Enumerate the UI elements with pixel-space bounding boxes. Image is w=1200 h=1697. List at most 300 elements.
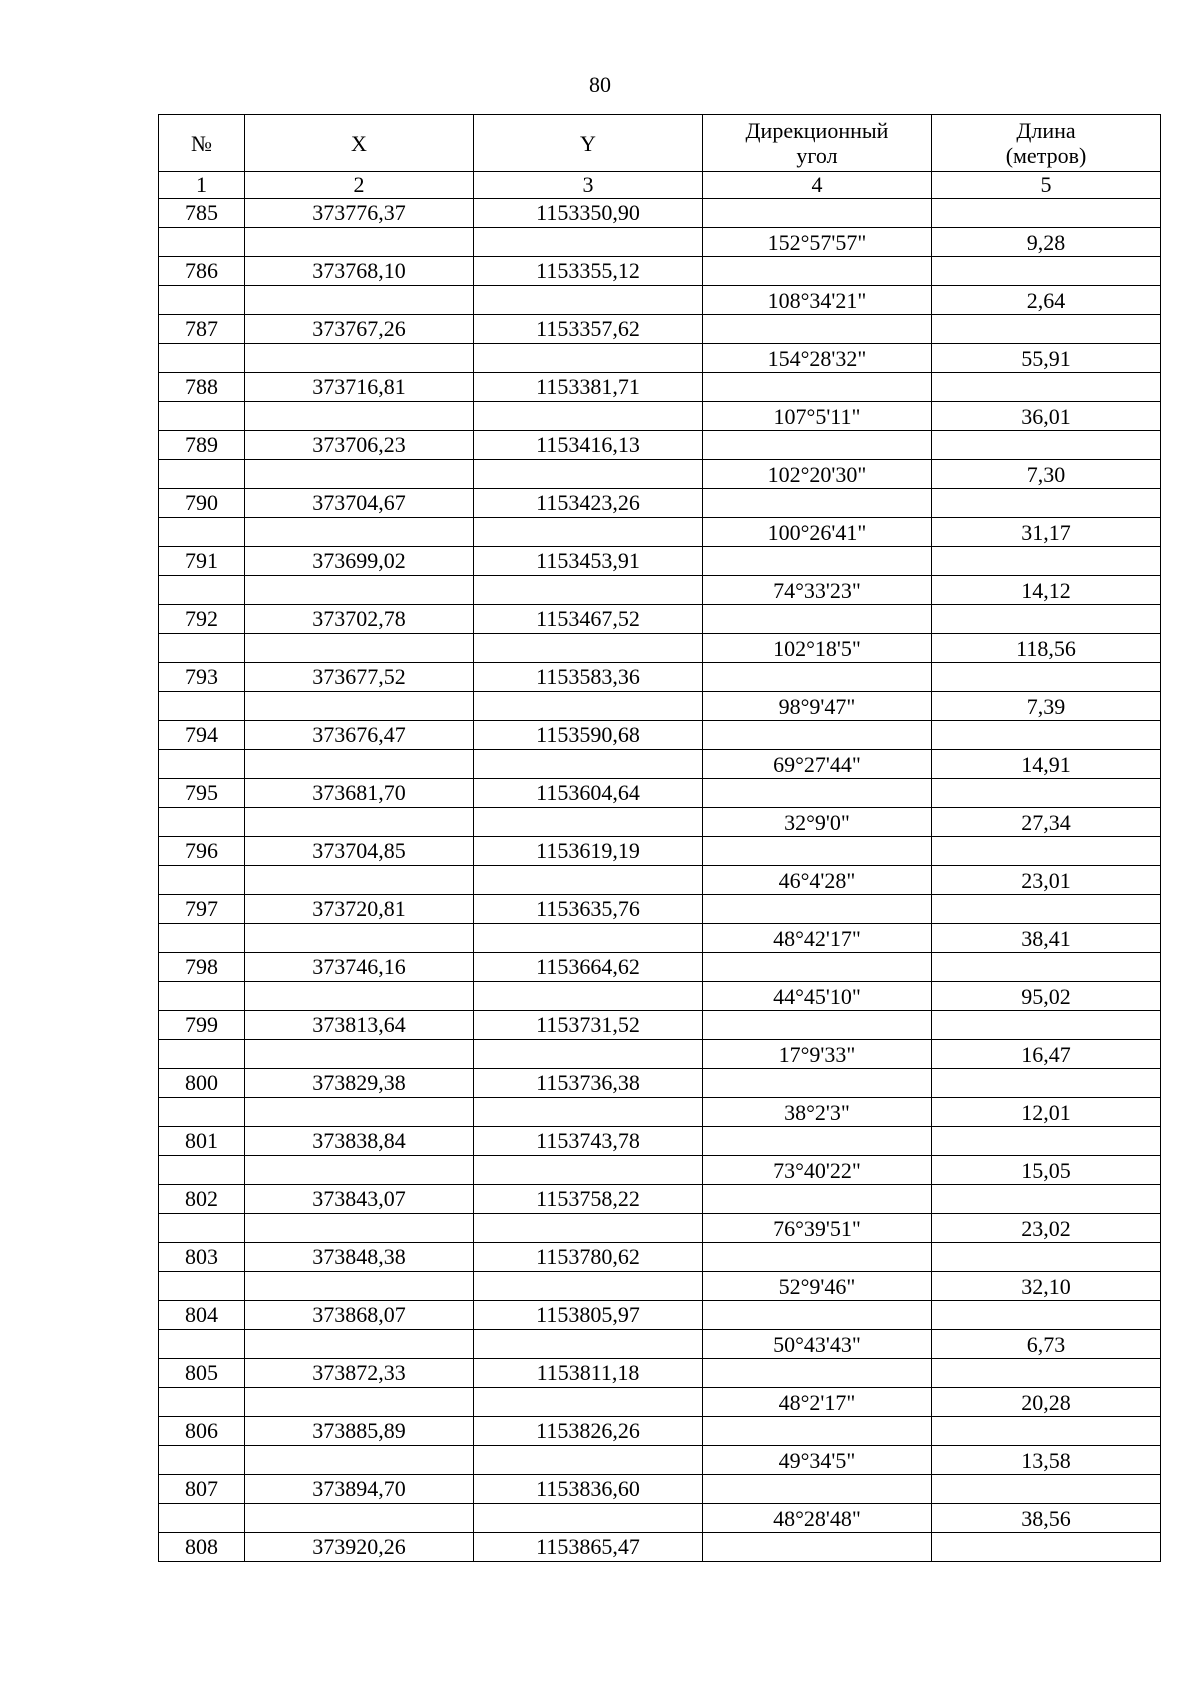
point-row [159,953,1161,982]
empty-cell [159,1040,245,1069]
point-row [159,721,1161,750]
segment-length: 32,10 [932,1272,1161,1301]
segment-row [159,1504,1161,1533]
empty-cell [159,460,245,489]
y-coordinate: 1153453,91 [474,547,703,576]
directional-angle: 49°34'5" [703,1446,932,1475]
segment-length: 12,01 [932,1098,1161,1127]
x-coordinate: 373702,78 [245,605,474,634]
empty-cell [474,808,703,837]
x-coordinate: 373768,10 [245,257,474,286]
point-number: 805 [159,1359,245,1388]
segment-length: 14,91 [932,750,1161,779]
point-number: 788 [159,373,245,402]
x-coordinate: 373677,52 [245,663,474,692]
segment-length: 38,41 [932,924,1161,953]
y-coordinate: 1153731,52 [474,1011,703,1040]
directional-angle: 48°2'17" [703,1388,932,1417]
x-coordinate: 373885,89 [245,1417,474,1446]
y-coordinate: 1153583,36 [474,663,703,692]
empty-cell [474,750,703,779]
segment-length: 15,05 [932,1156,1161,1185]
empty-cell [703,1069,932,1098]
empty-cell [474,1098,703,1127]
segment-row [159,402,1161,431]
segment-row [159,982,1161,1011]
empty-cell [245,1214,474,1243]
empty-cell [932,1533,1161,1562]
y-coordinate: 1153811,18 [474,1359,703,1388]
y-coordinate: 1153780,62 [474,1243,703,1272]
directional-angle: 44°45'10" [703,982,932,1011]
point-row [159,1185,1161,1214]
segment-length: 118,56 [932,634,1161,663]
x-coordinate: 373704,67 [245,489,474,518]
empty-cell [245,1098,474,1127]
empty-cell [932,257,1161,286]
empty-cell [932,547,1161,576]
empty-cell [932,605,1161,634]
empty-cell [932,199,1161,228]
directional-angle: 102°20'30" [703,460,932,489]
point-number: 808 [159,1533,245,1562]
empty-cell [703,1301,932,1330]
empty-cell [245,286,474,315]
header-angle [703,115,932,172]
empty-cell [245,1330,474,1359]
empty-cell [932,779,1161,808]
y-coordinate: 1153865,47 [474,1533,703,1562]
empty-cell [703,1185,932,1214]
point-number: 803 [159,1243,245,1272]
empty-cell [703,1533,932,1562]
y-coordinate: 1153423,26 [474,489,703,518]
header-angle-line2: угол [796,143,838,168]
empty-cell [703,605,932,634]
empty-cell [159,344,245,373]
empty-cell [932,953,1161,982]
segment-row [159,344,1161,373]
empty-cell [245,344,474,373]
empty-cell [474,576,703,605]
directional-angle: 32°9'0" [703,808,932,837]
empty-cell [703,895,932,924]
empty-cell [159,1098,245,1127]
empty-cell [474,228,703,257]
segment-row [159,750,1161,779]
empty-cell [703,489,932,518]
empty-cell [474,286,703,315]
segment-length: 16,47 [932,1040,1161,1069]
column-index: 5 [932,172,1161,199]
segment-row [159,1272,1161,1301]
empty-cell [474,402,703,431]
empty-cell [932,1185,1161,1214]
segment-row [159,1330,1161,1359]
empty-cell [245,634,474,663]
empty-cell [245,866,474,895]
x-coordinate: 373776,37 [245,199,474,228]
segment-row [159,924,1161,953]
empty-cell [932,489,1161,518]
point-number: 807 [159,1475,245,1504]
empty-cell [703,315,932,344]
empty-cell [159,750,245,779]
x-coordinate: 373829,38 [245,1069,474,1098]
point-row [159,315,1161,344]
header-length-line1: Длина [1016,118,1076,143]
empty-cell [474,344,703,373]
empty-cell [245,228,474,257]
directional-angle: 102°18'5" [703,634,932,663]
point-row [159,1359,1161,1388]
segment-row [159,518,1161,547]
table-body [159,199,1161,1562]
x-coordinate: 373716,81 [245,373,474,402]
empty-cell [159,634,245,663]
point-row [159,1011,1161,1040]
empty-cell [159,1388,245,1417]
segment-length: 36,01 [932,402,1161,431]
segment-row [159,228,1161,257]
directional-angle: 74°33'23" [703,576,932,605]
empty-cell [932,1475,1161,1504]
empty-cell [703,1011,932,1040]
header-y: Y [474,115,703,172]
point-row [159,431,1161,460]
empty-cell [703,779,932,808]
y-coordinate: 1153805,97 [474,1301,703,1330]
empty-cell [159,982,245,1011]
empty-cell [159,576,245,605]
empty-cell [159,1214,245,1243]
empty-cell [159,402,245,431]
point-number: 801 [159,1127,245,1156]
directional-angle: 98°9'47" [703,692,932,721]
empty-cell [932,315,1161,344]
segment-length: 9,28 [932,228,1161,257]
directional-angle: 17°9'33" [703,1040,932,1069]
point-row [159,489,1161,518]
header-num: № [159,115,245,172]
point-row [159,257,1161,286]
y-coordinate: 1153743,78 [474,1127,703,1156]
y-coordinate: 1153416,13 [474,431,703,460]
table-header [159,115,1161,199]
empty-cell [474,1330,703,1359]
y-coordinate: 1153758,22 [474,1185,703,1214]
y-coordinate: 1153357,62 [474,315,703,344]
point-number: 785 [159,199,245,228]
point-row [159,837,1161,866]
empty-cell [245,982,474,1011]
segment-length: 2,64 [932,286,1161,315]
point-number: 799 [159,1011,245,1040]
empty-cell [474,866,703,895]
directional-angle: 107°5'11" [703,402,932,431]
point-number: 786 [159,257,245,286]
segment-row [159,576,1161,605]
empty-cell [245,518,474,547]
segment-row [159,1098,1161,1127]
segment-length: 38,56 [932,1504,1161,1533]
segment-row [159,634,1161,663]
empty-cell [245,1504,474,1533]
empty-cell [474,1504,703,1533]
x-coordinate: 373868,07 [245,1301,474,1330]
empty-cell [245,1156,474,1185]
empty-cell [474,1214,703,1243]
empty-cell [245,808,474,837]
directional-angle: 100°26'41" [703,518,932,547]
empty-cell [159,1330,245,1359]
segment-row [159,1156,1161,1185]
empty-cell [245,750,474,779]
point-number: 789 [159,431,245,460]
x-coordinate: 373746,16 [245,953,474,982]
segment-length: 31,17 [932,518,1161,547]
empty-cell [703,431,932,460]
coordinates-table [158,114,1161,1562]
point-row [159,605,1161,634]
directional-angle: 108°34'21" [703,286,932,315]
empty-cell [703,547,932,576]
empty-cell [245,1040,474,1069]
directional-angle: 48°28'48" [703,1504,932,1533]
point-row [159,1533,1161,1562]
y-coordinate: 1153635,76 [474,895,703,924]
empty-cell [703,663,932,692]
empty-cell [474,924,703,953]
empty-cell [932,721,1161,750]
point-row [159,547,1161,576]
segment-length: 14,12 [932,576,1161,605]
x-coordinate: 373894,70 [245,1475,474,1504]
empty-cell [245,692,474,721]
empty-cell [703,721,932,750]
segment-length: 7,39 [932,692,1161,721]
x-coordinate: 373843,07 [245,1185,474,1214]
column-index: 4 [703,172,932,199]
segment-row [159,1446,1161,1475]
header-x: X [245,115,474,172]
empty-cell [932,1359,1161,1388]
segment-length: 27,34 [932,808,1161,837]
column-index: 2 [245,172,474,199]
empty-cell [245,1446,474,1475]
point-row [159,1127,1161,1156]
segment-row [159,1214,1161,1243]
empty-cell [703,1359,932,1388]
point-number: 791 [159,547,245,576]
empty-cell [932,1011,1161,1040]
point-row [159,373,1161,402]
y-coordinate: 1153826,26 [474,1417,703,1446]
empty-cell [703,953,932,982]
y-coordinate: 1153736,38 [474,1069,703,1098]
empty-cell [159,692,245,721]
y-coordinate: 1153355,12 [474,257,703,286]
point-number: 793 [159,663,245,692]
empty-cell [474,518,703,547]
y-coordinate: 1153604,64 [474,779,703,808]
point-number: 787 [159,315,245,344]
empty-cell [159,866,245,895]
directional-angle: 69°27'44" [703,750,932,779]
point-row [159,895,1161,924]
empty-cell [703,1417,932,1446]
y-coordinate: 1153590,68 [474,721,703,750]
header-angle-line1: Дирекционный [745,118,889,143]
page-number: 80 [589,72,611,97]
point-number: 800 [159,1069,245,1098]
y-coordinate: 1153836,60 [474,1475,703,1504]
empty-cell [474,692,703,721]
empty-cell [932,1243,1161,1272]
directional-angle: 38°2'3" [703,1098,932,1127]
empty-cell [703,1475,932,1504]
x-coordinate: 373767,26 [245,315,474,344]
point-number: 792 [159,605,245,634]
segment-row [159,460,1161,489]
column-index-row [159,172,1161,199]
empty-cell [159,1272,245,1301]
empty-cell [932,895,1161,924]
empty-cell [474,1388,703,1417]
point-number: 806 [159,1417,245,1446]
directional-angle: 152°57'57" [703,228,932,257]
empty-cell [703,199,932,228]
empty-cell [703,1243,932,1272]
y-coordinate: 1153619,19 [474,837,703,866]
empty-cell [474,1272,703,1301]
point-row [159,1243,1161,1272]
segment-row [159,866,1161,895]
header-length [932,115,1161,172]
empty-cell [159,1156,245,1185]
empty-cell [932,431,1161,460]
segment-length: 13,58 [932,1446,1161,1475]
empty-cell [703,1127,932,1156]
segment-length: 95,02 [932,982,1161,1011]
y-coordinate: 1153350,90 [474,199,703,228]
directional-angle: 154°28'32" [703,344,932,373]
empty-cell [474,460,703,489]
x-coordinate: 373706,23 [245,431,474,460]
empty-cell [245,1272,474,1301]
empty-cell [932,663,1161,692]
segment-length: 7,30 [932,460,1161,489]
empty-cell [159,518,245,547]
directional-angle: 48°42'17" [703,924,932,953]
segment-length: 6,73 [932,1330,1161,1359]
empty-cell [932,837,1161,866]
point-number: 797 [159,895,245,924]
x-coordinate: 373872,33 [245,1359,474,1388]
header-row [159,115,1161,172]
empty-cell [703,257,932,286]
directional-angle: 46°4'28" [703,866,932,895]
segment-row [159,286,1161,315]
empty-cell [159,228,245,257]
empty-cell [703,837,932,866]
x-coordinate: 373838,84 [245,1127,474,1156]
empty-cell [245,576,474,605]
point-row [159,199,1161,228]
segment-length: 23,02 [932,1214,1161,1243]
y-coordinate: 1153381,71 [474,373,703,402]
header-length-line2: (метров) [1005,143,1087,168]
x-coordinate: 373676,47 [245,721,474,750]
point-row [159,779,1161,808]
point-number: 798 [159,953,245,982]
x-coordinate: 373720,81 [245,895,474,924]
point-number: 804 [159,1301,245,1330]
empty-cell [932,1127,1161,1156]
directional-angle: 52°9'46" [703,1272,932,1301]
x-coordinate: 373848,38 [245,1243,474,1272]
y-coordinate: 1153467,52 [474,605,703,634]
point-number: 790 [159,489,245,518]
segment-length: 20,28 [932,1388,1161,1417]
segment-row [159,808,1161,837]
empty-cell [245,402,474,431]
empty-cell [245,1388,474,1417]
empty-cell [474,1040,703,1069]
empty-cell [474,1446,703,1475]
empty-cell [932,373,1161,402]
x-coordinate: 373813,64 [245,1011,474,1040]
point-row [159,1069,1161,1098]
empty-cell [245,460,474,489]
x-coordinate: 373699,02 [245,547,474,576]
x-coordinate: 373920,26 [245,1533,474,1562]
empty-cell [932,1069,1161,1098]
empty-cell [245,924,474,953]
point-row [159,663,1161,692]
empty-cell [474,982,703,1011]
directional-angle: 76°39'51" [703,1214,932,1243]
point-number: 796 [159,837,245,866]
segment-row [159,1388,1161,1417]
directional-angle: 73°40'22" [703,1156,932,1185]
column-index: 1 [159,172,245,199]
empty-cell [159,1446,245,1475]
point-number: 794 [159,721,245,750]
empty-cell [159,808,245,837]
segment-length: 23,01 [932,866,1161,895]
x-coordinate: 373704,85 [245,837,474,866]
empty-cell [159,286,245,315]
empty-cell [159,924,245,953]
y-coordinate: 1153664,62 [474,953,703,982]
column-index: 3 [474,172,703,199]
point-row [159,1417,1161,1446]
point-row [159,1475,1161,1504]
empty-cell [932,1301,1161,1330]
empty-cell [159,1504,245,1533]
x-coordinate: 373681,70 [245,779,474,808]
empty-cell [703,373,932,402]
point-number: 795 [159,779,245,808]
segment-row [159,1040,1161,1069]
point-number: 802 [159,1185,245,1214]
empty-cell [932,1417,1161,1446]
segment-row [159,692,1161,721]
directional-angle: 50°43'43" [703,1330,932,1359]
empty-cell [474,634,703,663]
segment-length: 55,91 [932,344,1161,373]
